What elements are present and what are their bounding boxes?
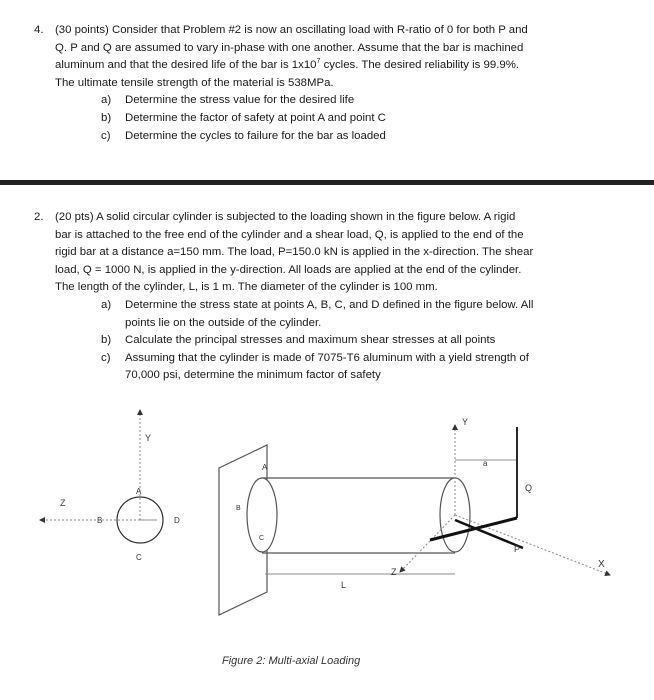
problem-2-part-c-cont: 70,000 psi, determine the minimum factor of safety: [125, 369, 381, 382]
problem-2-line-2: bar is attached to the free end of the cylinder and a shear load, Q, is applied to the end of the: [55, 228, 524, 241]
problem-2-line-3: rigid bar at a distance a=150 mm. The load, P=150.0 kN is applied in the x-direction. The shear: [55, 246, 534, 259]
problem-4-line-3b: cycles. The desired reliability is 99.9%.: [320, 59, 520, 72]
cylinder-body: [262, 478, 455, 553]
cyl-label-a: A: [262, 463, 268, 472]
problem-2-number: 2.: [34, 211, 44, 223]
problem-2-part-a-cont: points lie on the outside of the cylinder.: [125, 316, 322, 329]
cross-label-y: Y: [145, 433, 152, 443]
part-label: c): [101, 129, 111, 142]
cyl-label-b: B: [236, 505, 241, 512]
cyl-label-p: P: [514, 544, 521, 554]
cyl-label-c: C: [259, 535, 265, 542]
part-label: b): [101, 334, 112, 347]
problem-2-line-4: load, Q = 1000 N, is applied in the y-direction. All loads are applied at the end of the cylinder.: [55, 263, 522, 276]
problem-4-line-1: (30 points) Consider that Problem #2 is now an oscillating load with R-ratio of 0 for both P and: [55, 24, 528, 36]
problem-4-line-3a: aluminum and that the desired life of the bar is 1x10: [55, 59, 317, 72]
part-text: Determine the stress state at points A, B, C, and D defined in the figure below. All: [125, 298, 534, 311]
part-text: Assuming that the cylinder is made of 7075-T6 aluminum with a yield strength of: [125, 351, 529, 364]
part-text: Determine the cycles to failure for the bar as loaded: [125, 129, 386, 142]
cross-label-b: B: [97, 516, 103, 525]
cyl-label-z: Z: [391, 567, 397, 577]
problem-2-line-5: The length of the cylinder, L, is 1 m. The diameter of the cylinder is 100 mm.: [55, 281, 438, 294]
part-text: Determine the factor of safety at point A and point C: [125, 111, 386, 124]
part-text: Determine the stress value for the desired life: [125, 94, 355, 107]
cyl-label-l: L: [341, 580, 347, 590]
cross-label-d: D: [174, 516, 180, 525]
problem-2-line-1: (20 pts) A solid circular cylinder is subjected to the loading shown in the figure below. A rigid: [55, 211, 516, 223]
cyl-label-y: Y: [462, 417, 469, 427]
part-label: a): [101, 94, 112, 107]
problem-4-line-2: Q. P and Q are assumed to vary in-phase with one another. Assume that the bar is machined: [55, 41, 524, 54]
figure-caption: Figure 2: Multi-axial Loading: [222, 655, 361, 667]
cross-label-z: Z: [60, 498, 66, 508]
problem-4-line-4: The ultimate tensile strength of the material is 538MPa.: [55, 76, 334, 89]
problem-4-exponent: 7: [316, 58, 321, 66]
part-text: Calculate the principal stresses and maximum shear stresses at all points: [125, 334, 496, 347]
cyl-label-x: X: [598, 559, 605, 570]
part-label: a): [101, 298, 112, 311]
part-label: c): [101, 351, 111, 364]
cyl-label-q: Q: [525, 483, 533, 493]
cylinder-diagram: [219, 417, 610, 615]
cross-label-c: C: [136, 553, 142, 562]
cyl-x-axis: [455, 515, 610, 575]
cross-label-a: A: [136, 487, 142, 496]
problem-4-number: 4.: [34, 24, 44, 36]
part-label: b): [101, 111, 112, 124]
cross-section-diagram: [40, 410, 180, 562]
cyl-label-dim-a: a: [483, 459, 488, 468]
